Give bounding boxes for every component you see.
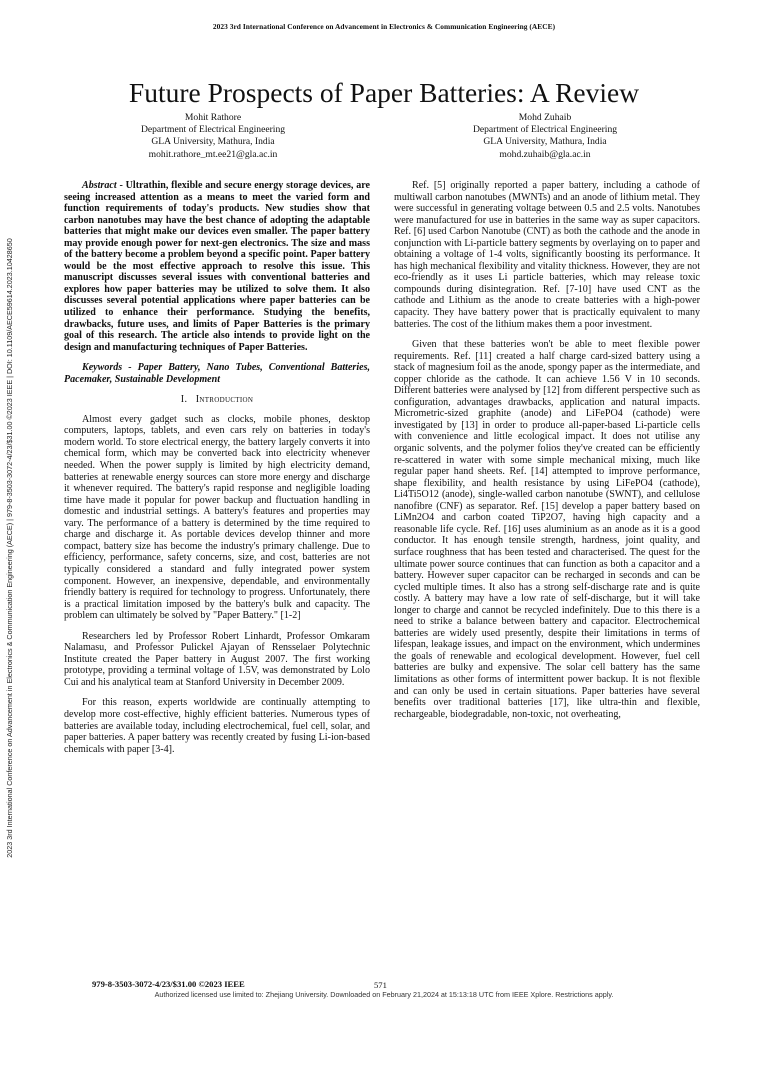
abstract <box>64 180 370 353</box>
right-column <box>394 180 700 729</box>
page-number: 571 <box>374 980 387 990</box>
conference-header: 2023 3rd International Conference on Advancement in Electronics & Communication Engineering (AECE) <box>212 22 556 31</box>
author-name: Mohd Zuhaib <box>518 112 572 123</box>
left-column <box>64 180 370 764</box>
side-doi-strip: 2023 3rd International Conference on Advancement in Electronics & Communication Engineering (AECE) | 979-8-3503-3072-4/23/$31.00 ©2023 IEEE | DOI: 10.1109/AECE59614.2023.10428650 <box>5 238 14 858</box>
paragraph: Almost every gadget such as clocks, mobile phones, desktop computers, laptops, tablets, and even cars rely on batteries in today's modern world. To store electrical energy, the battery largely converts it into chemical form, which may be converted back into electricity whenever needed. When the power supply is limited by high electricity demand, batteries at renewable energy sources can store more energy and discharge it whenever required. The battery's rapid response and negligible loading time have made it popular for power backup and fluctuation handling in domestic and industrial settings. A battery's features and properties may vary. The performance of a battery is determined by the time required to charge and discharge it. As portable devices develop thinner and more compact, battery size has become the industry's primary challenge. Due to efficiency, performance, safety concerns, size, and cost, batteries are not typically considered a standard and fully integrated power system component. However, an inexpensive, dependable, and environmentally friendly battery is required for technology to progress. Unfortunately, there is a practical limitation imposed by the battery's bulk and capacity. The problem can ultimately be solved by "Paper Battery." [1-2] <box>64 413 370 622</box>
author-email: mohd.zuhaib@gla.ac.in <box>499 148 591 160</box>
author-block-2 <box>395 112 695 161</box>
paragraph: Researchers led by Professor Robert Linhardt, Professor Omkaram Nalamasu, and Professor Pulickel Ajayan of Rensselaer Polytechnic Institute created the Paper battery in August 2007. The first working prototype, providing a terminal voltage of 1.5V, was demonstrated by Lolo Cui and his analytical team at Stanford University in December 2009. <box>64 630 370 688</box>
footer-copyright: 979-8-3503-3072-4/23/$31.00 ©2023 IEEE <box>92 979 245 989</box>
author-department: Department of Electrical Engineering <box>140 124 286 136</box>
abstract-label: Abstract <box>82 180 117 191</box>
author-name: Mohit Rathore <box>184 112 242 123</box>
section-title: Introduction <box>195 394 254 406</box>
author-department: Department of Electrical Engineering <box>472 124 618 136</box>
author-block-1 <box>63 112 363 161</box>
section-heading <box>64 394 370 406</box>
paragraph: For this reason, experts worldwide are continually attempting to develop more cost-effective, highly efficient batteries. Numerous types of batteries are available today, including electrochemical, fuel cell, solar, and paper batteries. A paper battery was recently created by fusing Li-ion-based chemicals with paper [3-4]. <box>64 697 370 755</box>
author-affiliation: GLA University, Mathura, India <box>483 136 607 148</box>
paragraph: Given that these batteries won't be able to meet flexible power requirements. Ref. [11] created a half charge card-sized battery using a stack of magnesium foil as the anode, spongy paper as the intermediate, and copper chloride as the cathode. It can achieve 1.56 V in 10 seconds. Different batteries were analysed by [12] from different perspective such as configuration, advantages drawbacks, application and natural impacts. Micrometric-sized graphite (anode) and LiFePO4 (cathode) were investigated by [13] in order to produce all-paper-based Li-particle cells with convenience and little ecological impact. It does not utilise any organic solvents, and the polymer folios they've created can be efficiently re-scattered in water with some simple mechanical mixing, much like regular paper hand sheets. Ref. [14] attempted to improve performance, shape flexibility, and health resistance by using LiFePO4 (cathode), Li4Ti5O12 (anode), single-walled carbon nanotube (SWNT), and cellulose nanofibre (CNF) as separator. Ref. [15] develop a paper battery based on LiMn2O4 and carbon coated TiP2O7, having high capacity and a reasonable life cycle. Ref. [16] uses aluminium as an anode as it is a good conductor. It has enough tensile strength, hardness, joint quality, and surface roughness that has been tested and characterised. The quest for the ultimate power source continues that can function as both a capacitor and a battery. However super capacitor can be recharged in seconds and can be cycled multiple times. It also has a strong self-discharge rate and is quite costly. A battery may have a low rate of self-discharge, but it will take longer to charge and cannot be recycled indefinitely. Due to this there is a need to strike a balance between battery and capacitor. Electrochemical batteries are widely used presently, despite their limitations in terms of lifespan, leakage issues, and impact on the environment, which undermines the goals of renewable and ecological development. However, fuel cell batteries are bulky and expensive. The solar cell battery has the same limitations as other forms of intermittent power backup. It is not flexible and can only be used in certain situations. Paper batteries have several benefits over traditional batteries [17], like ultra-thin and flexible, rechargeable, biodegradable, non-toxic, not overheating, <box>394 339 700 720</box>
keywords: Keywords - Paper Battery, Nano Tubes, Conventional Batteries, Pacemaker, Sustainable Development <box>64 362 370 385</box>
section-number: I. <box>180 394 188 406</box>
paragraph: Ref. [5] originally reported a paper battery, including a cathode of multiwall carbon nanotubes (MWNTs) and an anode of lithium metal. They were successful in generating voltage between 0.5 and 2.5 volts. Nanotubes were manufactured for use in batteries in the same way as super capacitors. Ref. [6] used Carbon Nanotube (CNT) as both the cathode and the anode in conjunction with Li-particle battery segments by overlaying on to paper and obtaining a voltage of 1-4 volts, significantly boosting its performance. It has high mechanical flexibility and vitality thickness. However, they are not eco-friendly as it uses Li particle batteries, which may release toxic compounds during disintegration. Ref. [7-10] have used CNT as the cathode and Lithium as the anode to create batteries with a high-power capacity. They have battery power that is practically equivalent to many batteries. The cost of the lithium makes them a poor investment. <box>394 180 700 330</box>
author-affiliation: GLA University, Mathura, India <box>151 136 275 148</box>
abstract-text: - Ultrathin, flexible and secure energy storage devices, are seeing increased attention as a means to meet the varied form and function requirements of today's products. New studies show that carbon nanotubes may have the best chance of adopting the adaptable batteries that might make our devices even smaller. The paper battery may provide enough power for next-gen electronics. The size and mass of the battery become a problem beyond a specific point. Paper battery would be the most effective approach to resolve this issue. This manuscript discusses several issues with conventional batteries and explores how paper batteries may be utilized to solve them. It also discusses several potential applications where paper batteries can be utilized to enhance their performance. Studying the benefits, drawbacks, future uses, and limits of Paper Batteries is the primary goal of this research. The article also intends to provide light on the design and manufacturing techniques of Paper Batteries. <box>64 180 370 353</box>
paper-title: Future Prospects of Paper Batteries: A Review <box>128 77 640 109</box>
author-email: mohit.rathore_mt.ee21@gla.ac.in <box>148 148 278 160</box>
license-notice: Authorized licensed use limited to: Zhejiang University. Downloaded on February 21,2024 at 15:13:18 UTC from IEEE Xplore. Restrictions apply. <box>154 990 614 999</box>
